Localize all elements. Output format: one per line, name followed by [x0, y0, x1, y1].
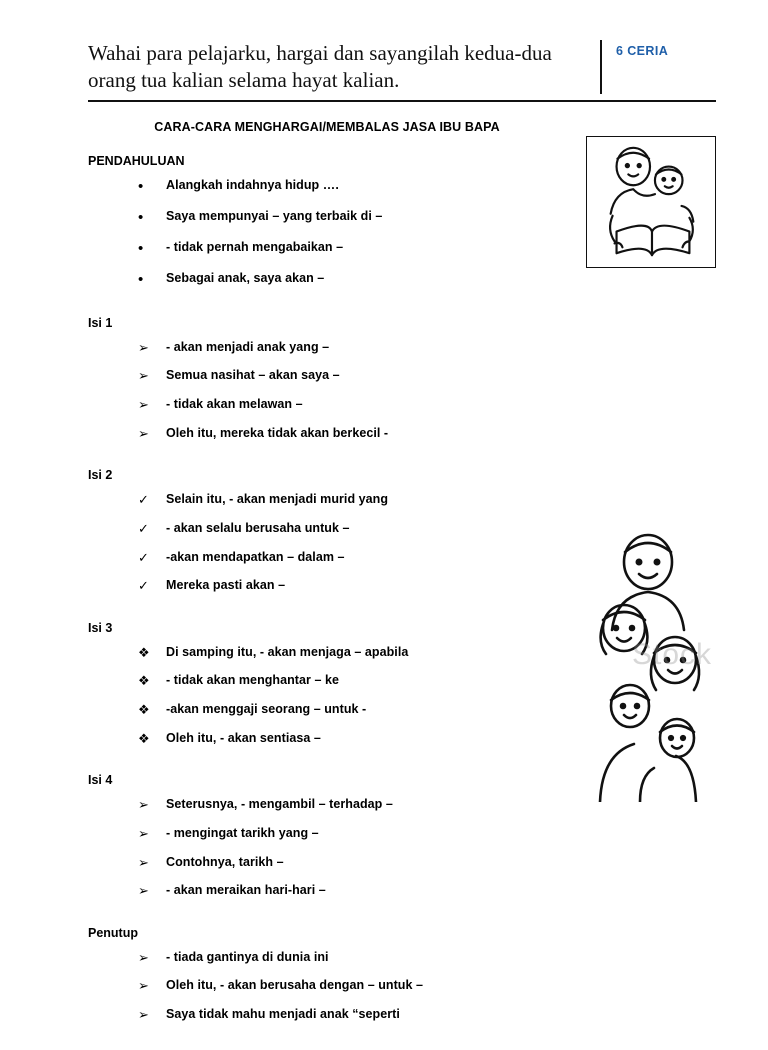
list-item-text: - mengingat tarikh yang –	[166, 825, 319, 840]
list-marker-flower-icon: ❖	[138, 644, 150, 660]
illustration-family-group-icon	[578, 520, 716, 802]
list-item-text: - tidak akan menghantar – ke	[166, 673, 339, 688]
list-item	[138, 426, 716, 442]
list-item-text: Mereka pasti akan –	[166, 578, 286, 593]
list-item-text: Oleh itu, mereka tidak akan berkecil -	[166, 425, 389, 440]
list-item	[138, 855, 716, 871]
list-marker-arrow-icon: ➢	[138, 883, 149, 899]
list-item-text: Oleh itu, - akan berusaha dengan – untuk –	[166, 978, 424, 993]
list-item-text: Seterusnya, - mengambil – terhadap –	[166, 797, 393, 812]
list-item	[138, 340, 716, 356]
section-heading: Penutup	[88, 925, 138, 940]
list-item-text: Selain itu, - akan menjadi murid yang	[166, 492, 389, 507]
list-item	[138, 950, 716, 966]
list-marker-bullet-icon: •	[138, 239, 144, 257]
list-marker-bullet-icon: •	[138, 177, 144, 195]
list-item	[138, 492, 716, 508]
list-item	[138, 368, 716, 384]
list-item-text: - tidak akan melawan –	[166, 397, 303, 411]
document-title: CARA-CARA MENGHARGAI/MEMBALAS JASA IBU BAPA	[154, 119, 500, 134]
header-title: Wahai para pelajarku, hargai dan sayangilah kedua-dua orang tua kalian selama hayat kalian.	[88, 41, 552, 92]
list-item-text: -akan mendapatkan – dalam –	[166, 549, 345, 564]
list-item-text: - akan meraikan hari-hari –	[166, 883, 326, 898]
list-item-text: Semua nasihat – akan saya –	[166, 368, 340, 383]
list-marker-bullet-icon: •	[138, 208, 144, 226]
list-marker-bullet-icon: •	[138, 270, 144, 288]
section-heading: Isi 4	[88, 773, 113, 788]
list-marker-arrow-icon: ➢	[138, 1007, 149, 1022]
list-item	[138, 826, 716, 842]
list-item-text: Alangkah indahnya hidup ….	[166, 177, 339, 192]
list-item-text: - akan selalu berusaha untuk –	[166, 520, 350, 535]
list-item-text: Contohnya, tarikh –	[166, 854, 284, 869]
section-list	[138, 340, 716, 442]
list-item	[138, 1007, 716, 1023]
list-marker-flower-icon: ❖	[138, 702, 150, 717]
list-marker-check-icon: ✓	[138, 492, 149, 508]
list-marker-arrow-icon: ➢	[138, 339, 149, 355]
section-spacer	[88, 1036, 716, 1050]
section-heading: Isi 3	[88, 620, 113, 635]
list-marker-arrow-icon: ➢	[138, 949, 149, 965]
list-item-text: Sebagai anak, saya akan –	[166, 270, 325, 285]
list-marker-check-icon: ✓	[138, 549, 149, 565]
list-item	[138, 883, 716, 899]
watermark-text: Stock	[631, 638, 712, 671]
list-item	[138, 978, 716, 994]
section-spacer	[88, 912, 716, 926]
list-item-text: Saya tidak mahu menjadi anak “seperti	[166, 1007, 400, 1021]
header-divider	[600, 40, 602, 94]
list-marker-arrow-icon: ➢	[138, 397, 149, 412]
list-marker-arrow-icon: ➢	[138, 854, 149, 870]
list-item-text: Oleh itu, - akan sentiasa –	[166, 730, 321, 745]
section-heading: Isi 2	[88, 468, 113, 483]
section-heading: PENDAHULUAN	[88, 153, 185, 168]
list-marker-arrow-icon: ➢	[138, 978, 149, 994]
section-list	[138, 950, 716, 1023]
list-item-text: - tiada gantinya di dunia ini	[166, 949, 329, 964]
list-item-text: - tidak pernah mengabaikan –	[166, 239, 344, 254]
list-item-text: - akan menjadi anak yang –	[166, 339, 330, 354]
list-item-text: -akan menggaji seorang – untuk -	[166, 702, 367, 716]
list-marker-flower-icon: ❖	[138, 730, 150, 746]
list-marker-check-icon: ✓	[138, 520, 149, 536]
section-heading: Isi 1	[88, 315, 113, 330]
list-marker-flower-icon: ❖	[138, 673, 150, 689]
list-item-text: Saya mempunyai – yang terbaik di –	[166, 208, 383, 223]
list-marker-arrow-icon: ➢	[138, 797, 149, 813]
list-marker-check-icon: ✓	[138, 578, 149, 594]
list-marker-arrow-icon: ➢	[138, 825, 149, 841]
list-item-text: Di samping itu, - akan menjaga – apabila	[166, 644, 409, 659]
illustration-father-reading-icon	[586, 136, 716, 268]
header-badge: 6 CERIA	[616, 44, 669, 58]
section-spacer	[88, 302, 716, 316]
page-header	[88, 40, 716, 102]
section-list	[138, 797, 716, 899]
list-marker-arrow-icon: ➢	[138, 425, 149, 441]
list-item	[138, 271, 716, 289]
list-marker-arrow-icon: ➢	[138, 368, 149, 384]
section-spacer	[88, 454, 716, 468]
list-item	[138, 397, 716, 413]
